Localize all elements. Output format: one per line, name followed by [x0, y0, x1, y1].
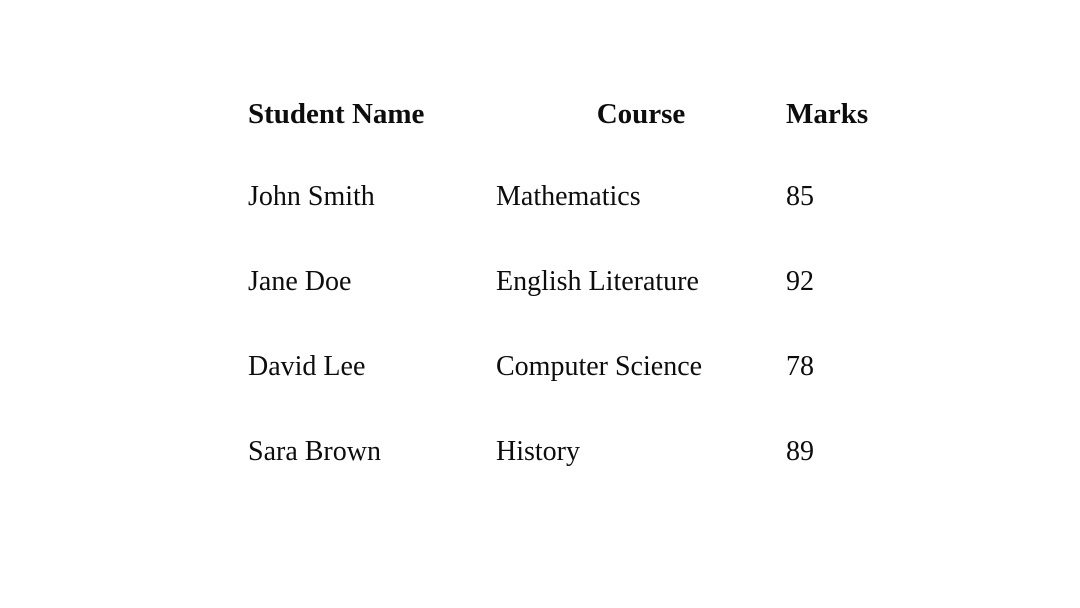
cell-student-name: Sara Brown [248, 436, 381, 467]
column-header-student-name: Student Name [248, 98, 425, 130]
column-header-course: Course [596, 98, 686, 130]
cell-student-name: Jane Doe [248, 266, 352, 297]
table-header [248, 100, 906, 183]
table-row [248, 268, 906, 353]
cell-course: Mathematics [496, 181, 641, 212]
student-marks-table [248, 100, 906, 466]
cell-marks: 92 [786, 266, 814, 297]
table-body [248, 183, 906, 466]
cell-course: Computer Science [496, 351, 703, 382]
column-header-marks: Marks [786, 98, 869, 130]
cell-course: History [496, 436, 580, 467]
table-header-row [248, 100, 906, 183]
cell-course: English Literature [496, 266, 699, 297]
table-row [248, 438, 906, 466]
table-row [248, 183, 906, 268]
cell-marks: 85 [786, 181, 814, 212]
cell-student-name: John Smith [248, 181, 375, 212]
table-row [248, 353, 906, 438]
cell-marks: 89 [786, 436, 814, 467]
cell-marks: 78 [786, 351, 814, 382]
cell-student-name: David Lee [248, 351, 366, 382]
